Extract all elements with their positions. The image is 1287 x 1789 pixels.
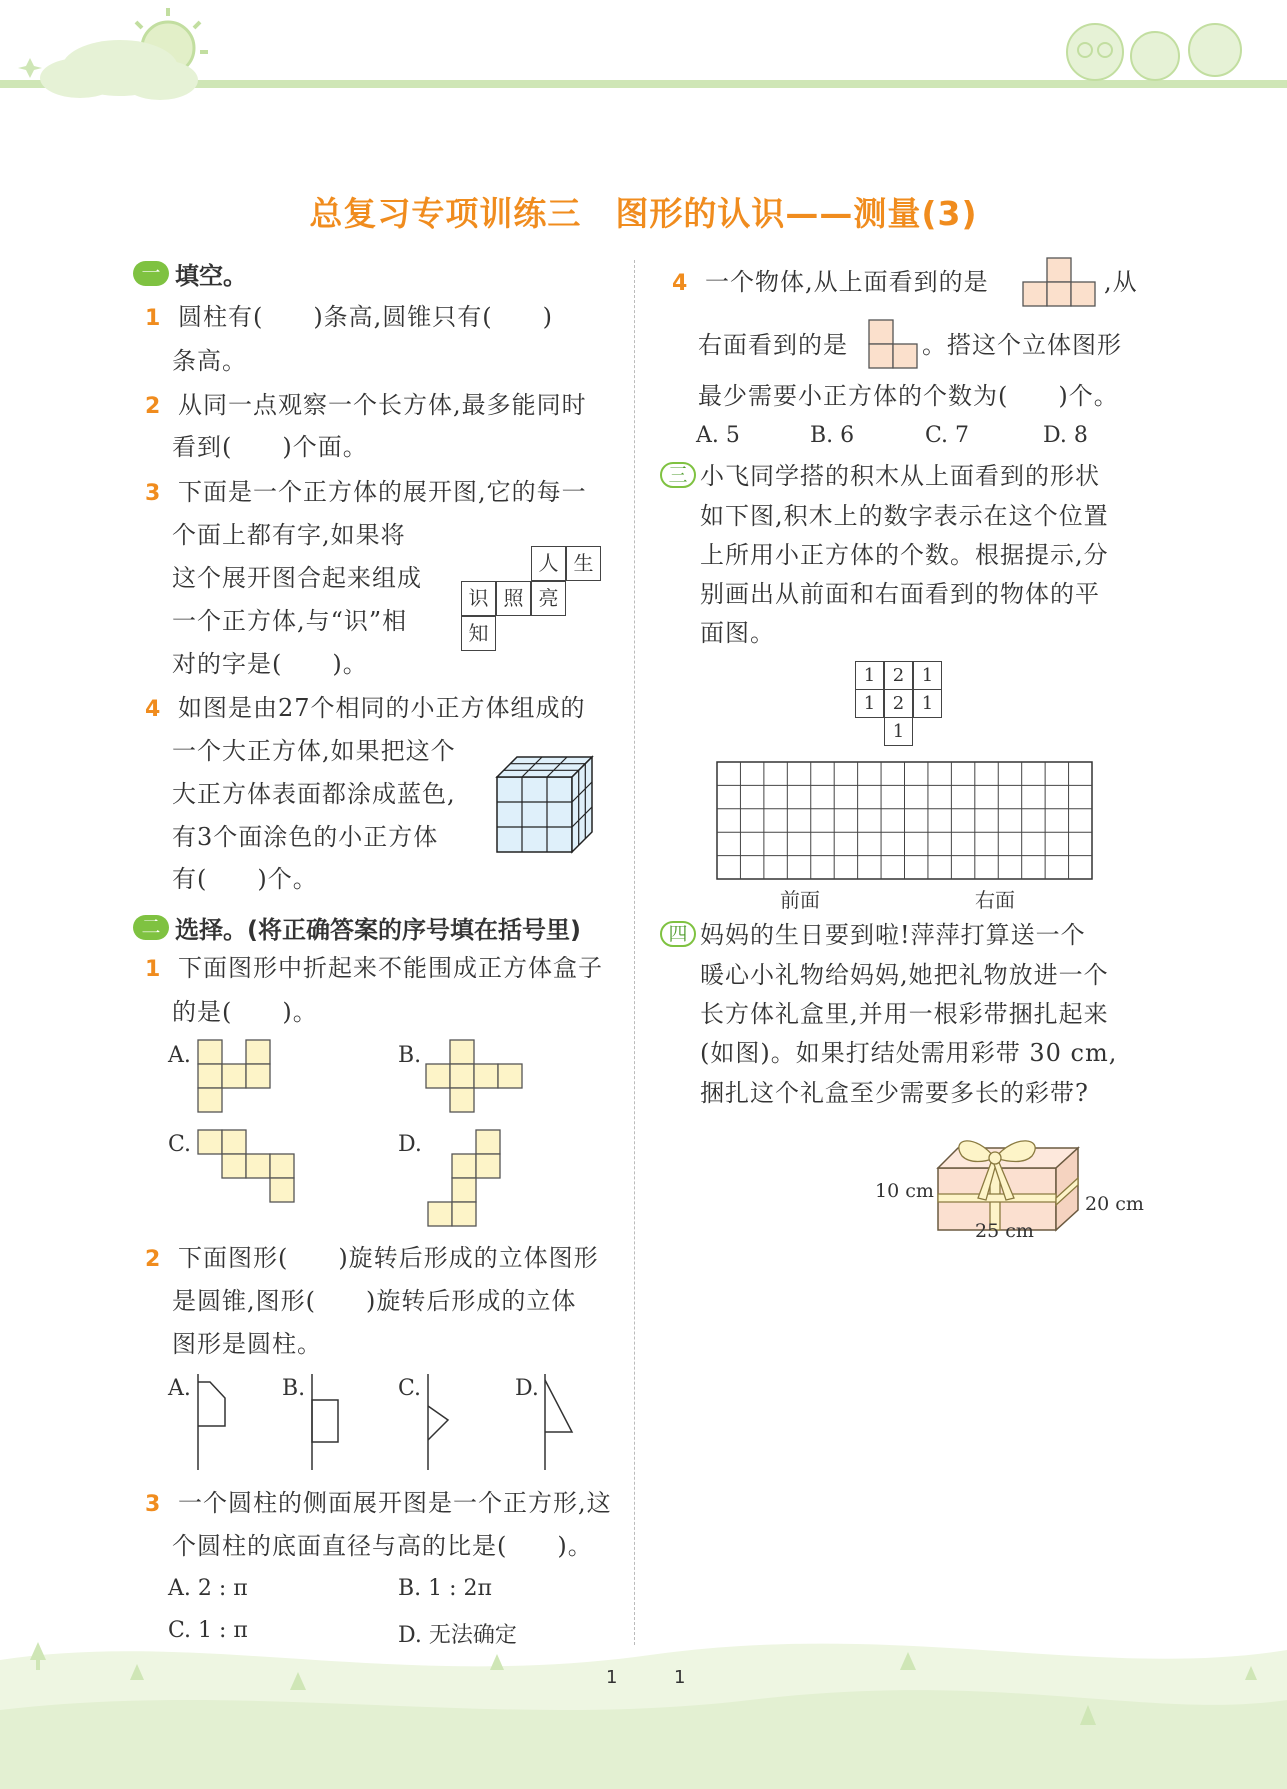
question-text: 捆扎这个礼盒至少需要多长的彩带? (700, 1079, 1089, 1107)
question-text: 妈妈的生日要到啦!萍萍打算送一个 (700, 921, 1086, 949)
question-text: 最少需要小正方体的个数为( )个。 (698, 382, 1119, 410)
question-number: 4 (672, 271, 689, 296)
question-text: 右面看到的是 (698, 331, 848, 359)
question-number: 3 (145, 481, 162, 506)
net-cell: 照 (496, 581, 531, 616)
question-text: 一个大正方体,如果把这个 (172, 737, 456, 765)
question-2-4 (672, 267, 989, 299)
page-number-right: 1 (674, 1667, 686, 1688)
option-label: D. (515, 1376, 539, 1401)
question-text: 图形是圆柱。 (172, 1330, 322, 1358)
section-badge: 二 (133, 915, 169, 940)
grid-number: 2 (884, 661, 913, 690)
option-label: A. 5 (696, 423, 740, 448)
grid-number: 1 (913, 689, 942, 718)
option-label: C. (168, 1132, 192, 1157)
grid-number: 1 (855, 661, 884, 690)
option-label: A. 2 : π (168, 1576, 248, 1601)
top-view-number-grid (855, 661, 945, 747)
question-number: 1 (145, 306, 162, 331)
question-number: 4 (145, 697, 162, 722)
net-cell: 生 (566, 546, 601, 581)
section-badge: 四 (660, 921, 696, 947)
option-label: A. (168, 1376, 191, 1401)
dimension-height: 10 cm (875, 1180, 934, 1202)
net-cell: 亮 (531, 581, 566, 616)
question-text: 一个正方体,与“识”相 (172, 607, 408, 635)
option-label: D. (398, 1132, 422, 1157)
question-text: 从同一点观察一个长方体,最多能同时 (177, 391, 587, 419)
option-label: B. (282, 1376, 306, 1401)
question-text: 。搭这个立体图形 (922, 331, 1122, 359)
question-number: 1 (145, 957, 162, 982)
drawing-grid[interactable] (716, 761, 1094, 881)
question-text: 面图。 (700, 619, 775, 647)
question-text: 的是( )。 (172, 998, 318, 1026)
dimension-width: 20 cm (1085, 1193, 1144, 1215)
dimension-length: 25 cm (975, 1220, 1034, 1242)
question-text: 一个物体,从上面看到的是 (704, 268, 989, 296)
question-text: 下面图形中折起来不能围成正方体盒子 (177, 954, 603, 982)
grid-number: 1 (884, 717, 913, 746)
question-number: 2 (145, 394, 162, 419)
page-title: 总复习专项训练三 图形的认识——测量(3) (309, 194, 978, 233)
question-text: 如图是由27个相同的小正方体组成的 (177, 694, 586, 722)
right-view-label: 右面 (975, 888, 1015, 912)
question-text: 个面上都有字,如果将 (172, 521, 406, 549)
question-text: 上所用小正方体的个数。根据提示,分 (700, 541, 1109, 569)
question-text: 如下图,积木上的数字表示在这个位置 (700, 502, 1109, 530)
question-text: 这个展开图合起来组成 (172, 564, 422, 592)
question-text: 长方体礼盒里,并用一根彩带捆扎起来 (700, 1000, 1109, 1028)
option-label: B. (398, 1043, 422, 1068)
question-number: 2 (145, 1247, 162, 1272)
question-text: 圆柱有( )条高,圆锥只有( ) (177, 303, 554, 331)
question-text: 大正方体表面都涂成蓝色, (172, 780, 456, 808)
question-text: 下面图形( )旋转后形成的立体图形 (177, 1244, 599, 1272)
option-label: D. 无法确定 (398, 1623, 517, 1648)
section-3-header (660, 462, 696, 488)
option-label: C. 7 (925, 423, 970, 448)
question-text: (如图)。如果打结处需用彩带 30 cm, (700, 1039, 1118, 1067)
question-text: 下面是一个正方体的展开图,它的每一 (177, 478, 587, 506)
net-cell: 人 (531, 546, 566, 581)
front-view-label: 前面 (780, 888, 820, 912)
section-title: 填空。 (175, 262, 247, 290)
grid-number: 1 (913, 661, 942, 690)
question-text: 个圆柱的底面直径与高的比是( )。 (172, 1532, 593, 1560)
option-label: D. 8 (1043, 423, 1088, 448)
question-text: 是圆锥,图形( )旋转后形成的立体 (172, 1287, 577, 1315)
option-label: C. (398, 1376, 422, 1401)
section-title: 选择。(将正确答案的序号填在括号里) (175, 916, 581, 944)
option-label: B. 6 (810, 423, 855, 448)
question-1-2-cont: 看到( )个面。 (172, 433, 368, 461)
question-text: ,从 (1104, 268, 1138, 296)
question-text: 有3个面涂色的小正方体 (172, 823, 439, 851)
option-label: A. (168, 1043, 191, 1068)
footer-landscape-decoration (0, 1600, 1287, 1789)
net-cell: 知 (461, 616, 496, 651)
question-2-3 (145, 1488, 612, 1520)
grid-number: 1 (855, 689, 884, 718)
section-badge: 一 (133, 261, 169, 286)
question-1-1-cont: 条高。 (172, 347, 247, 375)
question-number: 3 (145, 1492, 162, 1517)
right-view-shape (866, 318, 922, 372)
page-number-left: 1 (606, 1667, 618, 1688)
question-text: 暖心小礼物给妈妈,她把礼物放进一个 (700, 961, 1109, 989)
question-text: 对的字是( )。 (172, 650, 368, 678)
question-text: 一个圆柱的侧面展开图是一个正方形,这 (177, 1489, 612, 1517)
option-label: C. 1 : π (168, 1618, 248, 1643)
section-4-header (660, 921, 696, 947)
question-text: 小飞同学搭的积木从上面看到的形状 (700, 462, 1100, 490)
question-text: 别画出从前面和右面看到的物体的平 (700, 580, 1100, 608)
top-view-shape (1020, 256, 1100, 310)
question-text: 有( )个。 (172, 865, 318, 893)
net-cell: 识 (461, 581, 496, 616)
option-label: B. 1 : 2π (398, 1576, 493, 1601)
grid-number: 2 (884, 689, 913, 718)
section-badge: 三 (660, 462, 696, 488)
